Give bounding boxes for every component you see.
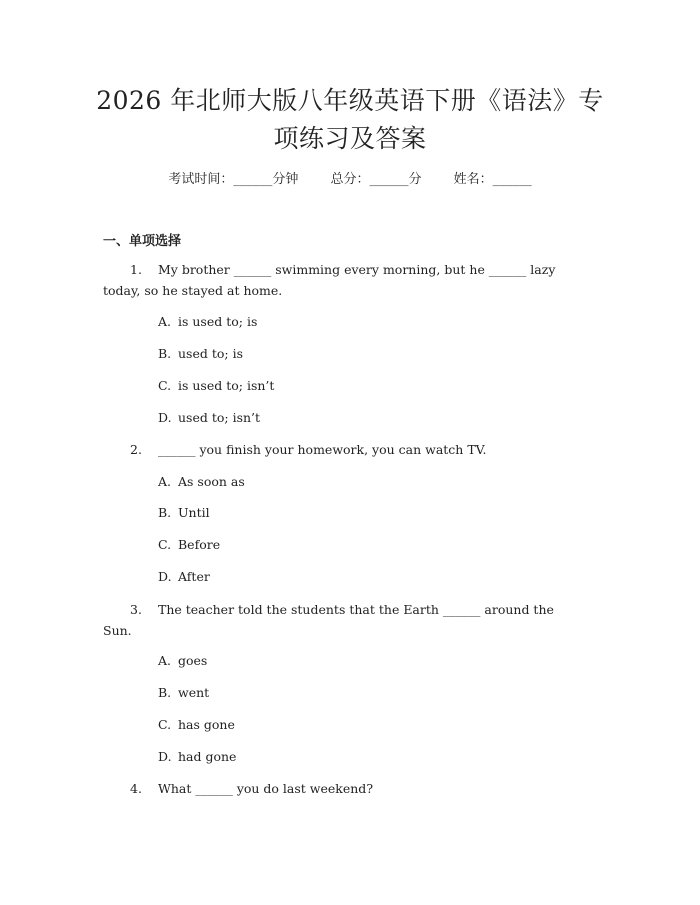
question-4: [103, 778, 588, 799]
option-3d[interactable]: [158, 747, 236, 767]
question-2: [103, 439, 588, 460]
option-letter: C.: [158, 378, 172, 393]
option-2a[interactable]: [158, 472, 245, 492]
option-text: is used to; is: [178, 314, 258, 329]
option-text: has gone: [178, 717, 235, 732]
option-text: is used to; isn’t: [178, 378, 275, 393]
option-text: went: [178, 685, 210, 700]
option-text: As soon as: [178, 474, 245, 489]
question-text: What ______ you do last weekend?: [158, 781, 374, 796]
question-text: ______ you finish your homework, you can watch TV.: [158, 442, 487, 457]
option-letter: A.: [158, 314, 172, 329]
option-text: used to; is: [178, 346, 243, 361]
option-text: Until: [178, 505, 210, 520]
option-1b[interactable]: [158, 344, 243, 364]
total-score: 总分：______分: [330, 172, 422, 187]
option-2b[interactable]: [158, 503, 210, 523]
option-text: used to; isn’t: [178, 410, 261, 425]
option-text: goes: [178, 653, 208, 668]
option-2c[interactable]: [158, 535, 220, 555]
question-text: The teacher told the students that the Earth ______ around the: [158, 602, 554, 617]
option-letter: A.: [158, 474, 172, 489]
option-letter: B.: [158, 685, 172, 700]
exam-time: 考试时间：______分钟: [168, 172, 299, 187]
question-number: 3.: [130, 602, 142, 617]
option-letter: D.: [158, 410, 172, 425]
question-number: 1.: [130, 262, 142, 277]
option-letter: C.: [158, 717, 172, 732]
option-1d[interactable]: [158, 408, 260, 428]
option-1a[interactable]: [158, 312, 257, 332]
option-text: After: [178, 569, 210, 584]
section-title: 一、单项选择: [103, 234, 182, 249]
question-number: 4.: [130, 781, 142, 796]
title-line-1: 2026 年北师大版八年级英语下册《语法》专: [96, 86, 604, 115]
option-letter: D.: [158, 749, 172, 764]
question-text-cont: today, so he stayed at home.: [103, 283, 283, 298]
option-text: had gone: [178, 749, 237, 764]
option-letter: D.: [158, 569, 172, 584]
option-2d[interactable]: [158, 567, 210, 587]
question-text-cont: Sun.: [103, 623, 132, 638]
option-letter: B.: [158, 346, 172, 361]
question-3: [103, 599, 588, 641]
option-text: Before: [178, 537, 221, 552]
option-3c[interactable]: [158, 715, 235, 735]
option-letter: C.: [158, 537, 172, 552]
option-3b[interactable]: [158, 683, 209, 703]
student-name: 姓名：______: [453, 172, 532, 187]
exam-meta: [0, 168, 700, 187]
question-text: My brother ______ swimming every morning, but he ______ lazy: [158, 262, 556, 277]
title-line-2: 项练习及答案: [273, 124, 427, 153]
option-1c[interactable]: [158, 376, 274, 396]
question-1: [103, 259, 588, 301]
option-letter: A.: [158, 653, 172, 668]
page-title: [60, 82, 640, 158]
option-letter: B.: [158, 505, 172, 520]
question-number: 2.: [130, 442, 142, 457]
option-3a[interactable]: [158, 651, 207, 671]
